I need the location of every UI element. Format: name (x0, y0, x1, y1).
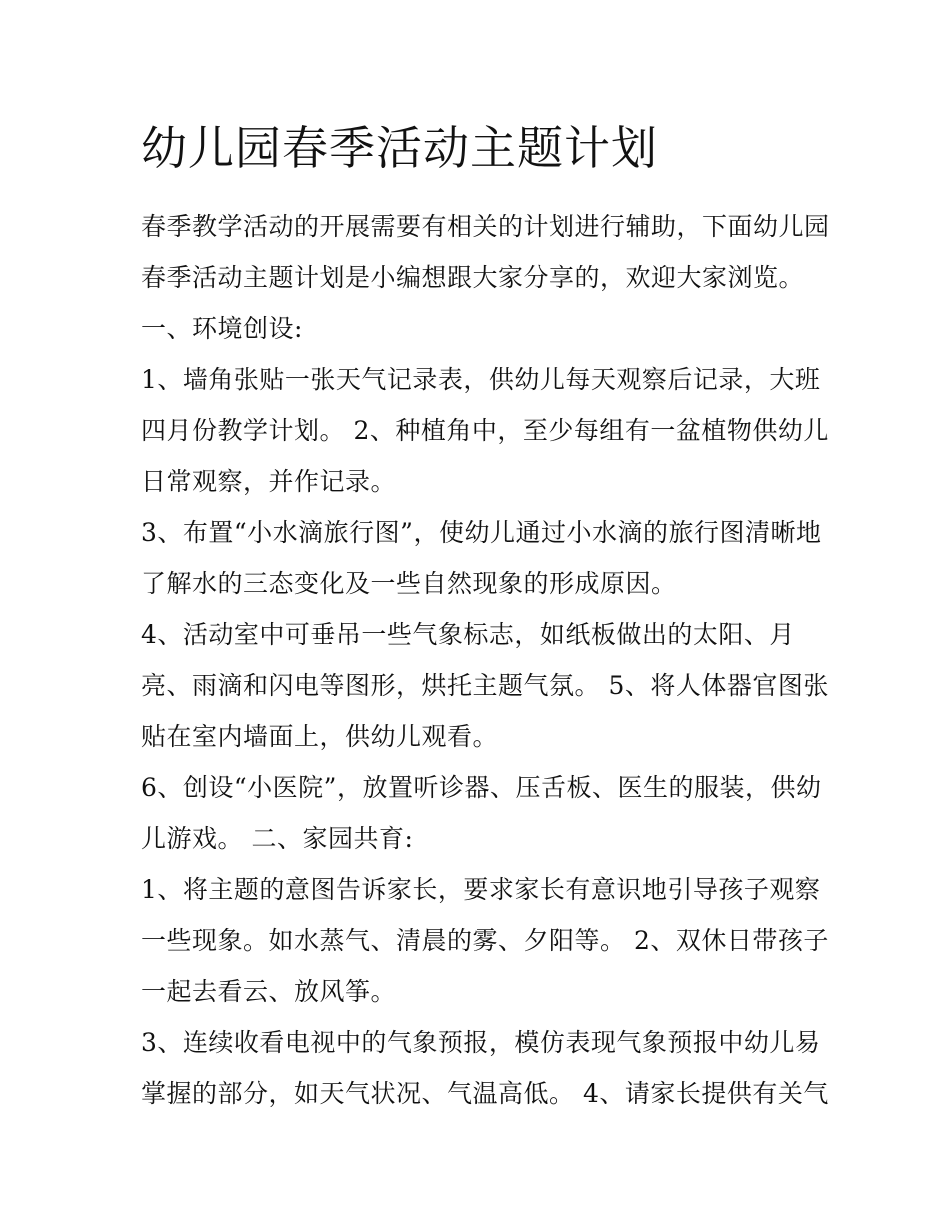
document-title: 幼儿园春季活动主题计划 (141, 121, 658, 175)
body-line: 四月份教学计划。 2、种植角中，至少每组有一盆植物供幼儿 (141, 416, 829, 445)
body-line: 3、连续收看电视中的气象预报，模仿表现气象预报中幼儿易 (141, 1028, 821, 1057)
body-line: 日常观察，并作记录。 (141, 467, 397, 496)
body-line: 春季活动主题计划是小编想跟大家分享的，欢迎大家浏览。 (141, 263, 805, 292)
section-heading: 一、环境创设: (141, 314, 303, 343)
body-line: 了解水的三态变化及一些自然现象的形成原因。 (141, 569, 677, 598)
body-line: 4、活动室中可垂吊一些气象标志，如纸板做出的太阳、月 (141, 620, 795, 649)
body-line: 3、布置“小水滴旅行图”，使幼儿通过小水滴的旅行图清晰地 (141, 518, 822, 547)
body-line: 一起去看云、放风筝。 (141, 977, 397, 1006)
body-line: 一些现象。如水蒸气、清晨的雾、夕阳等。 2、双休日带孩子 (141, 926, 829, 955)
body-line: 1、将主题的意图告诉家长，要求家长有意识地引导孩子观察 (141, 875, 821, 904)
body-line: 亮、雨滴和闪电等图形，烘托主题气氛。 5、将人体器官图张 (141, 671, 829, 700)
document-page (141, 110, 830, 1119)
body-line: 掌握的部分，如天气状况、气温高低。 4、请家长提供有关气 (141, 1079, 829, 1108)
body-line: 6、创设“小医院”，放置听诊器、压舌板、医生的服装，供幼 (141, 773, 822, 802)
body-line: 贴在室内墙面上，供幼儿观看。 (141, 722, 499, 751)
document-body (141, 201, 830, 1119)
body-line: 春季教学活动的开展需要有相关的计划进行辅助，下面幼儿园 (141, 212, 830, 241)
body-line: 儿游戏。 二、家园共育: (141, 824, 414, 853)
body-line: 1、墙角张贴一张天气记录表，供幼儿每天观察后记录，大班 (141, 365, 821, 394)
